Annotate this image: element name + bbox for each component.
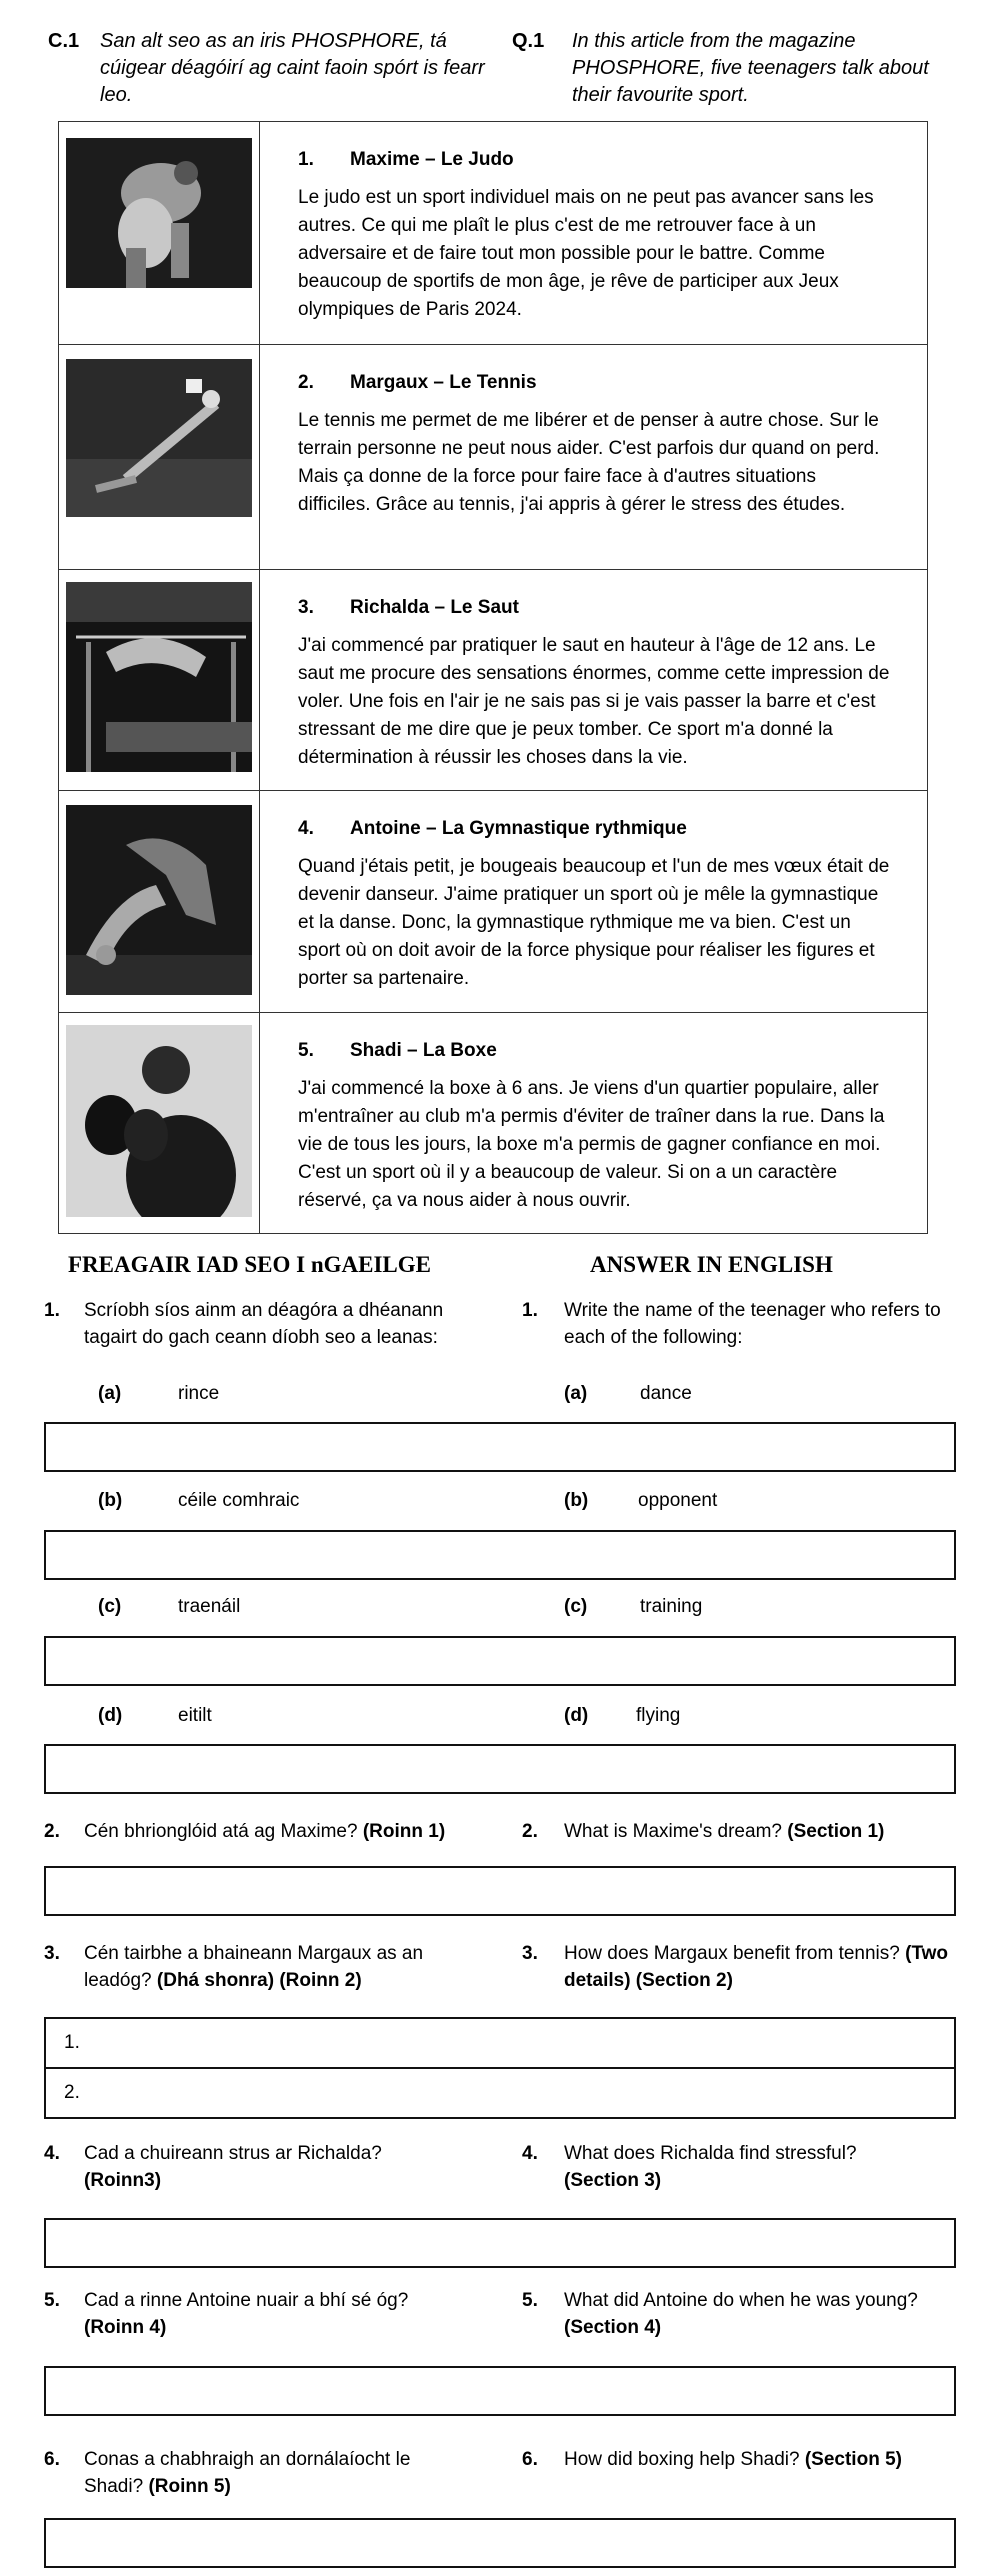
question-5-english: 5. What did Antoine do when he was young? (Section 4) [522,2290,918,2338]
article-cell [260,122,928,345]
question-3-irish: 3. Cén tairbhe a bhaineann Margaux as an leadóg? (Dhá shonra) (Roinn 2) [44,1943,424,1991]
question-2-english: 2. What is Maxime's dream? (Section 1) [522,1821,885,1842]
intro-text: San alt seo as an iris PHOSPHORE, tá cúigear déagóirí ag caint faoin spórt is fearr leo. [100,30,485,106]
answer-line-2[interactable]: 2. [46,2067,954,2117]
article-heading: 3. Richalda – Le Saut [298,597,519,618]
article-cell [260,345,928,570]
article-heading: 4. Antoine – La Gymnastique rythmique [298,818,687,839]
article-text: J'ai commencé par pratiquer le saut en hauteur à l'âge de 12 ans. Le saut me procure des sensations énormes, comme cette impression de voler. Une fois en l'air je ne sais pas si je vais passer la barre et c'est stressant de me dire que je peux tomber. Ce sport m'a donné la détermination à réussir les choses dans la vie. [298,635,890,768]
article-text: J'ai commencé la boxe à 6 ans. Je viens d'un quartier populaire, aller m'entraîner au club m'a permis d'éviter de traîner dans la rue. Dans la vie de tous les jours, la boxe m'a permis de gagner confiance en moi. C'est un sport où il y a beaucoup de valeur. Si on a un caractère réservé, ça va nous aider à nous ouvrir. [298,1078,885,1211]
question-6-english: 6. How did boxing help Shadi? (Section 5) [522,2449,902,2470]
question-4-english: 4. What does Richalda find stressful? (Section 3) [522,2143,857,2191]
question-1-irish: 1. Scríobh síos ainm an déagóra a dhéanann tagairt do gach ceann díobh seo a leanas: [44,1300,444,1348]
answer-line-1[interactable]: 1. [64,2032,80,2053]
question-4-irish: 4. Cad a chuireann strus ar Richalda? (Roinn3) [44,2143,382,2191]
heading-irish: FREAGAIR IAD SEO I nGAEILGE [68,1252,431,1277]
answer-box-c[interactable] [44,1636,956,1686]
articles-table [58,121,928,1234]
answer-box-q2[interactable] [44,1866,956,1916]
gymnastics-photo [66,805,252,995]
question-3-english: 3. How does Margaux benefit from tennis? (Two details) (Section 2) [522,1943,949,1991]
question-2-irish: 2. Cén bhrionglóid atá ag Maxime? (Roinn 1) [44,1821,446,1842]
answer-box-q6[interactable] [44,2518,956,2568]
intro-english [512,28,952,109]
article-row [59,122,928,345]
article-row [59,791,928,1013]
high-jump-photo [66,582,252,772]
answer-box-d[interactable] [44,1744,956,1794]
article-cell [260,791,928,1013]
tennis-photo [66,359,252,517]
answer-box-q4[interactable] [44,2218,956,2268]
question-5-irish: 5. Cad a rinne Antoine nuair a bhí sé óg? (Roinn 4) [44,2290,409,2338]
article-row [59,345,928,570]
photo-cell [59,122,260,345]
question-1-english: 1. Write the name of the teenager who refers to each of the following: [522,1300,941,1348]
question-6-irish: 6. Conas a chabhraigh an dornálaíocht le Shadi? (Roinn 5) [44,2449,411,2497]
photo-cell [59,570,260,791]
heading-english: ANSWER IN ENGLISH [590,1252,833,1277]
article-heading: 2. Margaux – Le Tennis [298,372,537,393]
article-row [59,1013,928,1234]
article-cell [260,1013,928,1234]
article-heading: 1. Maxime – Le Judo [298,149,514,170]
article-text: Le tennis me permet de me libérer et de penser à autre chose. Sur le terrain personne ne peut nous aider. C'est parfois dur quand on perd. Mais ça donne de la force pour faire face à d'autres situations difficiles. Grâce au tennis, j'ai appris à gérer le stress des études. [298,410,880,515]
answer-box-a[interactable] [44,1422,956,1472]
article-cell [260,570,928,791]
article-text: Le judo est un sport individuel mais on ne peut pas avancer sans les autres. Ce qui me plaît le plus c'est de me retrouver face à un adversaire et de faire tout mon possible pour le battre. Comme beaucoup de sportifs de mon âge, je rêve de participer aux Jeux olympiques de Paris 2024. [298,187,874,320]
question-number: C.1 [48,30,80,52]
article-row [59,570,928,791]
answer-box-q3 [44,2017,956,2119]
photo-cell [59,791,260,1013]
article-heading: 5. Shadi – La Boxe [298,1040,497,1061]
intro-irish [48,28,488,109]
photo-cell [59,345,260,570]
question-number: Q.1 [512,30,545,52]
intro-text: In this article from the magazine PHOSPHORE, five teenagers talk about their favourite sport. [572,30,929,106]
boxing-photo [66,1025,252,1217]
judo-photo [66,138,252,288]
photo-cell [59,1013,260,1234]
answer-box-b[interactable] [44,1530,956,1580]
answer-box-q5[interactable] [44,2366,956,2416]
article-text: Quand j'étais petit, je bougeais beaucoup et l'un de mes vœux était de devenir danseur. J'aime pratiquer un sport où je mêle la gymnastique et la danse. Donc, la gymnastique rythmique me va bien. C'est un sport où on doit avoir de la force physique pour réaliser les figures et porter sa partenaire. [298,856,890,989]
